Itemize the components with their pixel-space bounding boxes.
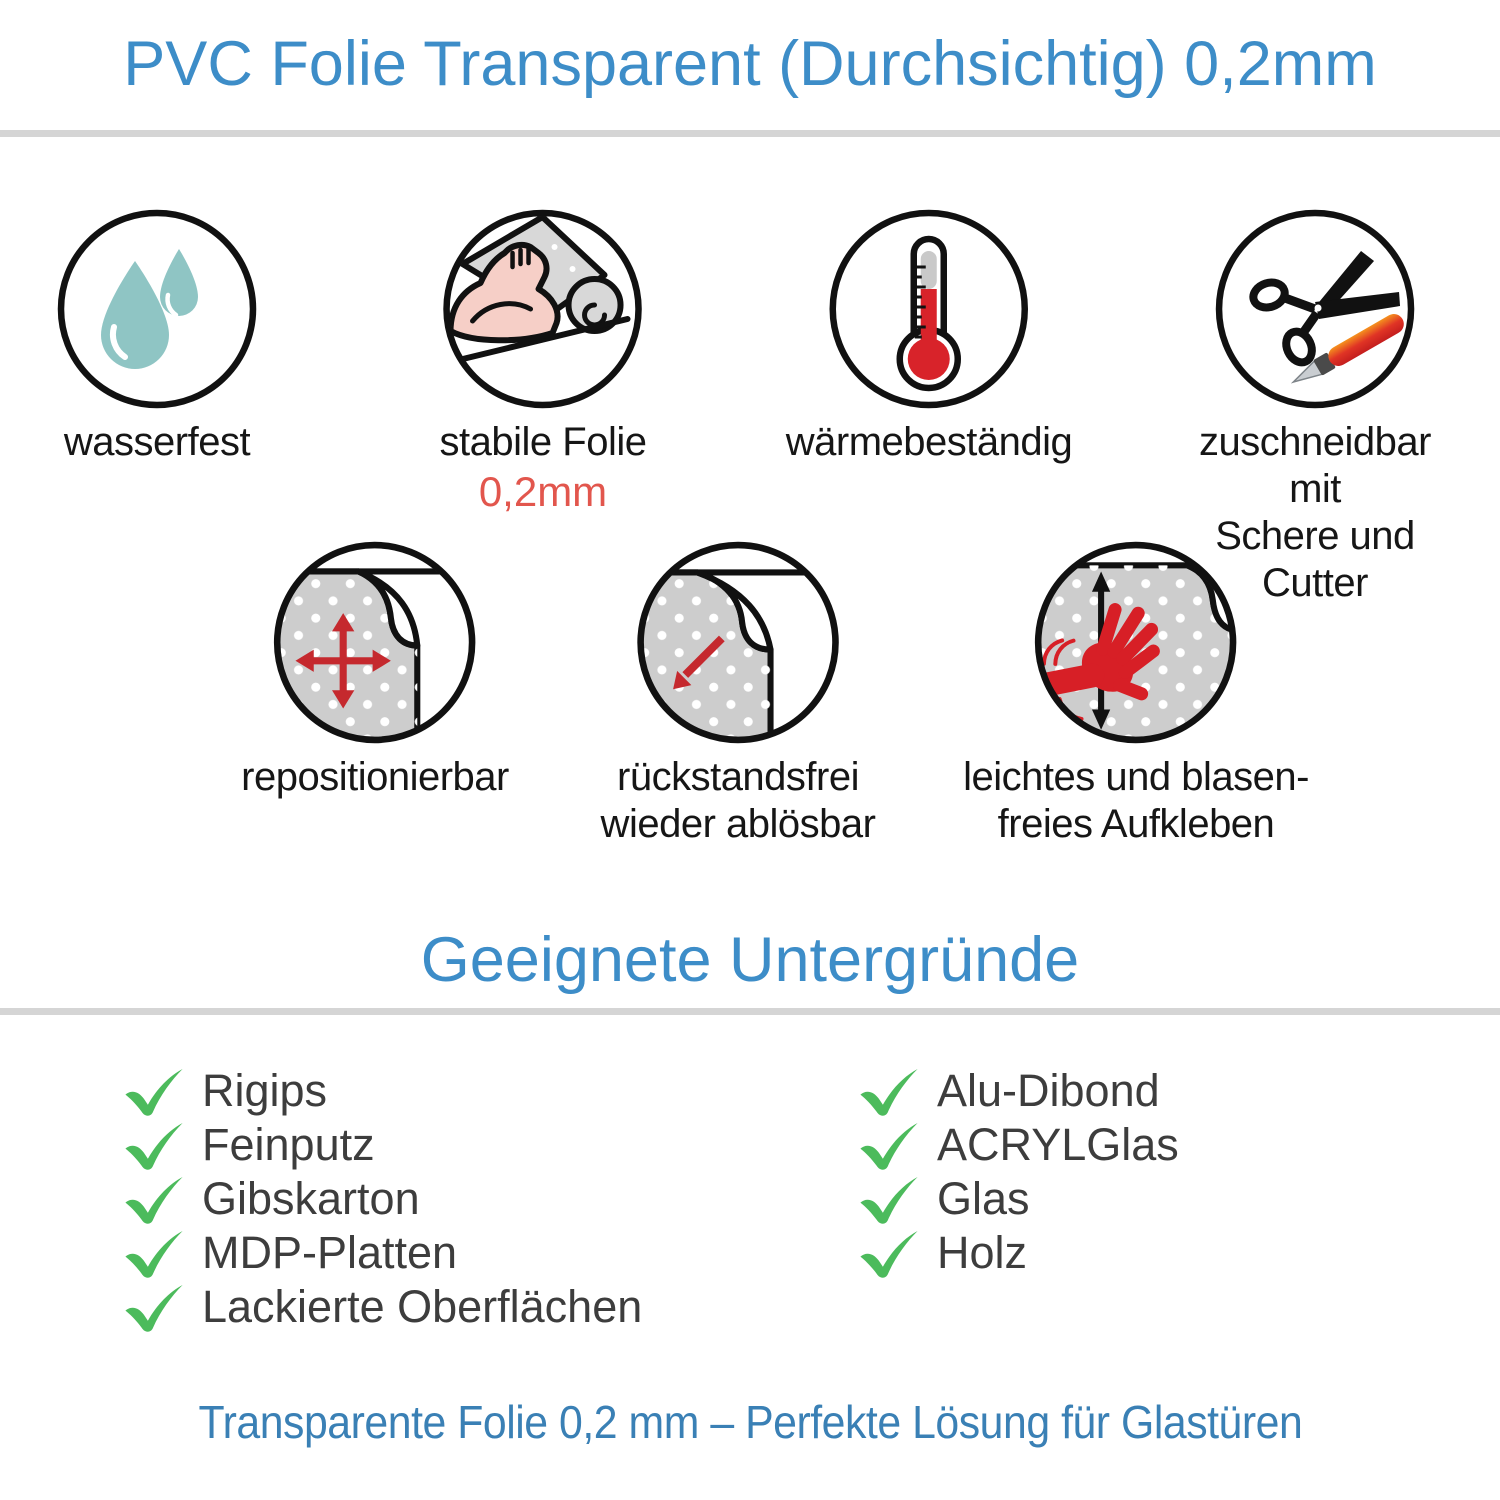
surfaces-list-right: [857, 1064, 1179, 1280]
list-item: [122, 1118, 642, 1172]
list-item: [122, 1172, 642, 1226]
check-icon: [122, 1283, 186, 1332]
foil-peel-off-arrow-icon: [636, 541, 839, 744]
list-item-label: Alu-Dibond: [937, 1065, 1160, 1116]
feature-stable-foil: [440, 209, 647, 516]
feature-heat-resistant: [786, 209, 1073, 466]
list-item-label: Feinputz: [202, 1119, 375, 1170]
list-item-label: ACRYLGlas: [937, 1119, 1179, 1170]
feature-label: zuschneidbar mit Schere und Cutter: [1199, 420, 1431, 605]
divider-middle: [0, 1008, 1500, 1015]
list-item-label: Glas: [937, 1173, 1030, 1224]
thermometer-icon: [829, 209, 1029, 409]
list-item: [857, 1172, 1179, 1226]
list-item-label: Gibskarton: [202, 1173, 420, 1224]
water-drops-icon: [57, 209, 257, 409]
check-icon: [857, 1121, 921, 1170]
feature-label: wärmebeständig: [785, 420, 1073, 464]
footer-tagline: Transparente Folie 0,2 mm – Perfekte Lösung für Glastüren: [198, 1396, 1302, 1448]
feature-label: wasserfest: [63, 420, 251, 464]
feature-label: repositionierbar: [241, 755, 509, 799]
feature-thickness-label: 0,2mm: [478, 468, 608, 515]
check-icon: [857, 1067, 921, 1116]
page-title: PVC Folie Transparent (Durchsichtig) 0,2mm: [123, 29, 1377, 99]
surfaces-heading: Geeignete Untergründe: [420, 925, 1080, 995]
check-icon: [122, 1121, 186, 1170]
feature-bubble-free: [963, 541, 1309, 848]
list-item-label: Holz: [937, 1227, 1028, 1278]
check-icon: [122, 1175, 186, 1224]
footer-tagline-wrap: [0, 1395, 1500, 1449]
list-item-label: Rigips: [202, 1065, 328, 1116]
feature-residue-free: [601, 541, 876, 848]
check-icon: [122, 1229, 186, 1278]
list-item: [122, 1280, 642, 1334]
surfaces-list-left: [122, 1064, 642, 1334]
list-item: [122, 1064, 642, 1118]
list-item: [857, 1226, 1179, 1280]
scissors-cutter-icon: [1215, 209, 1415, 409]
feature-waterproof: [57, 209, 257, 466]
muscle-arm-foil-roll-icon: [443, 209, 643, 409]
list-item-label: MDP-Platten: [202, 1227, 458, 1278]
feature-label: stabile Folie: [439, 420, 647, 464]
list-item: [122, 1226, 642, 1280]
check-icon: [857, 1229, 921, 1278]
check-icon: [122, 1067, 186, 1116]
list-item: [857, 1118, 1179, 1172]
feature-repositionable: [241, 541, 509, 801]
list-item-label: Lackierte Oberflächen: [202, 1281, 643, 1332]
feature-label: leichtes und blasen- freies Aufkleben: [963, 755, 1309, 846]
hand-smoothing-foil-icon: [1035, 541, 1238, 744]
list-item: [857, 1064, 1179, 1118]
divider-top: [0, 130, 1500, 137]
feature-label: rückstandsfrei wieder ablösbar: [600, 755, 876, 846]
foil-reposition-arrows-icon: [273, 541, 476, 744]
check-icon: [857, 1175, 921, 1224]
